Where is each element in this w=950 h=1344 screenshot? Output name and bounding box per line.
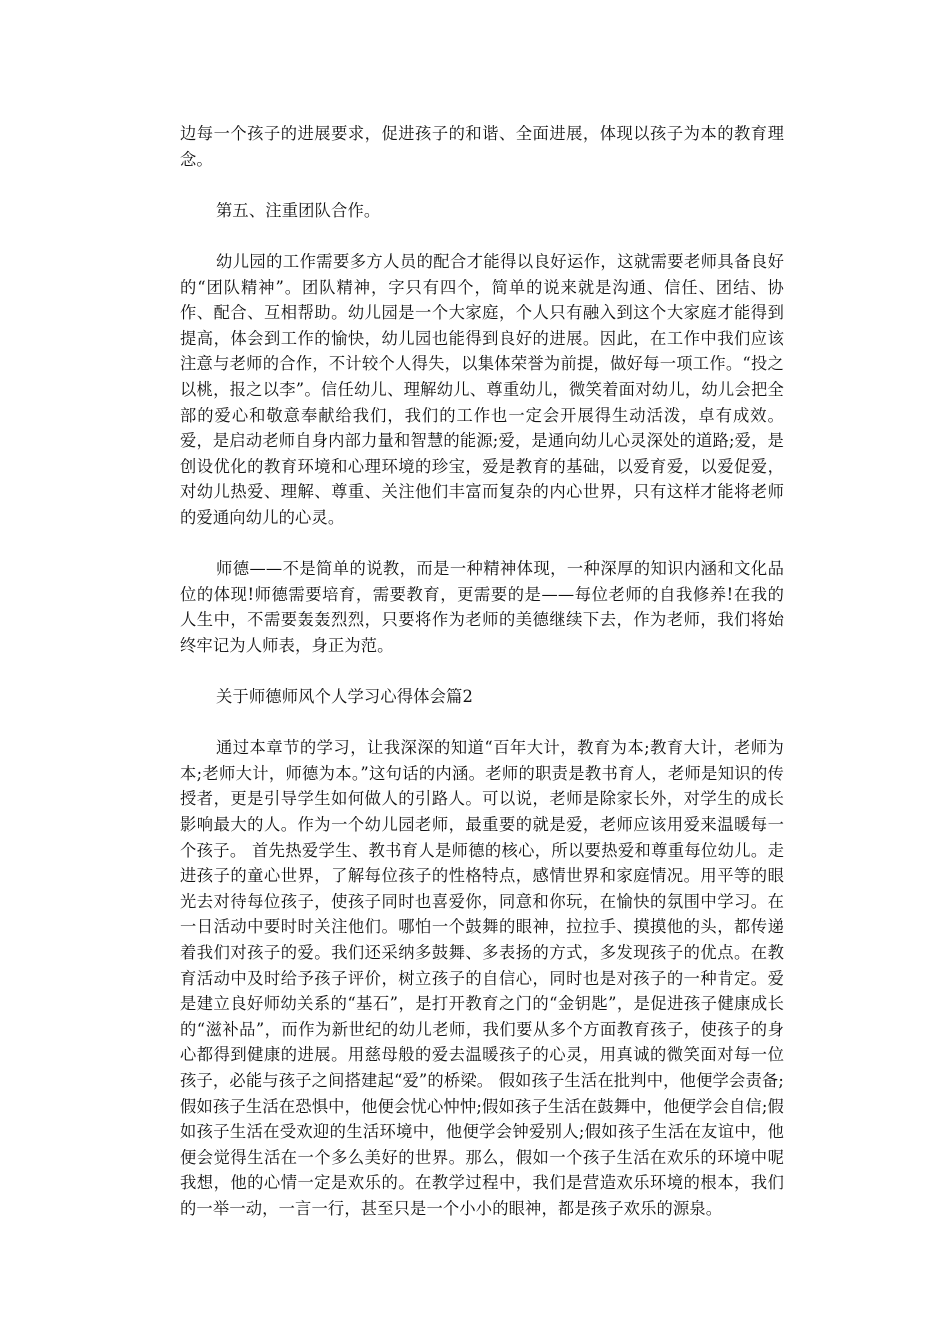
document-body [180,121,784,1222]
paragraph-teacher-ethics: 师德——不是简单的说教，而是一种精神体现，一种深厚的知识内涵和文化品位的体现!师德需要培育，需要教育，更需要的是——每位老师的自我修养!在我的人生中，不需要轰轰烈烈，只要将作为老师的美德继续下去，作为老师，我们将始终牢记为人师表，身正为范。 [180,559,784,655]
paragraph-study-reflection: 通过本章节的学习，让我深深的知道“百年大计，教育为本;教育大计，老师为本;老师大计，师德为本。”这句话的内涵。老师的职责是教书育人，老师是知识的传授者，更是引导学生如何做人的引路人。可以说，老师是除家长外，对学生的成长影响最大的人。作为一个幼儿园老师，最重要的就是爱，老师应该用爱来温暖每一个孩子。 首先热爱学生、教书育人是师德的核心，所以要热爱和尊重每位幼儿。走进孩子的童心世界，了解每位孩子的性格特点，感情世界和家庭情况。用平等的眼光去对待每位孩子，使孩子同时也喜爱你，同意和你玩，在愉快的氛围中学习。在一日活动中要时时关注他们。哪怕一个鼓舞的眼神，拉拉手、摸摸他的头，都传递着我们对孩子的爱。我们还采纳多鼓舞、多表扬的方式，多发现孩子的优点。在教育活动中及时给予孩子评价，树立孩子的自信心，同时也是对孩子的一种肯定。爱是建立良好师幼关系的“基石”，是打开教育之门的“金钥匙”，是促进孩子健康成长的“滋补品”，而作为新世纪的幼儿老师，我们要从多个方面教育孩子，使孩子的身心都得到健康的进展。用慈母般的爱去温暖孩子的心灵，用真诚的微笑面对每一位孩子，必能与孩子之间搭建起“爱”的桥梁。 假如孩子生活在批判中，他便学会责备;假如孩子生活在恐惧中，他便会忧心忡忡;假如孩子生活在鼓舞中，他便学会自信;假如孩子生活在受欢迎的生活环境中，他便学会钟爱别人;假如孩子生活在友谊中，他便会觉得生活在一个多么美好的世界。那么，假如一个孩子生活在欢乐的环境中呢我想，他的心情一定是欢乐的。在教学过程中，我们是营造欢乐环境的根本，我们的一举一动，一言一行，甚至只是一个小小的眼神，都是孩子欢乐的源泉。 [180,738,784,1218]
paragraph-continuation: 边每一个孩子的进展要求，促进孩子的和谐、全面进展，体现以孩子为本的教育理念。 [180,124,784,169]
paragraph-teamwork: 幼儿园的工作需要多方人员的配合才能得以良好运作，这就需要老师具备良好的“团队精神”。团队精神，字只有四个，简单的说来就是沟通、信任、团结、协作、配合、互相帮助。幼儿园是一个大家庭，个人只有融入到这个大家庭才能得到提高，体会到工作的愉快，幼儿园也能得到良好的进展。因此，在工作中我们应该注意与老师的合作，不计较个人得失，以集体荣誉为前提，做好每一项工作。“投之以桃，报之以李”。信任幼儿、理解幼儿、尊重幼儿，微笑着面对幼儿，幼儿会把全部的爱心和敬意奉献给我们，我们的工作也一定会开展得生动活泼，卓有成效。爱，是启动老师自身内部力量和智慧的能源;爱，是通向幼儿心灵深处的道路;爱，是创设优化的教育环境和心理环境的珍宝，爱是教育的基础，以爱育爱，以爱促爱，对幼儿热爱、理解、尊重、关注他们丰富而复杂的内心世界，只有这样才能将老师的爱通向幼儿的心灵。 [180,251,784,527]
section-heading-teamwork: 第五、注重团队合作。 [216,200,381,220]
article-heading-part-2: 关于师德师风个人学习心得体会篇2 [216,687,473,707]
